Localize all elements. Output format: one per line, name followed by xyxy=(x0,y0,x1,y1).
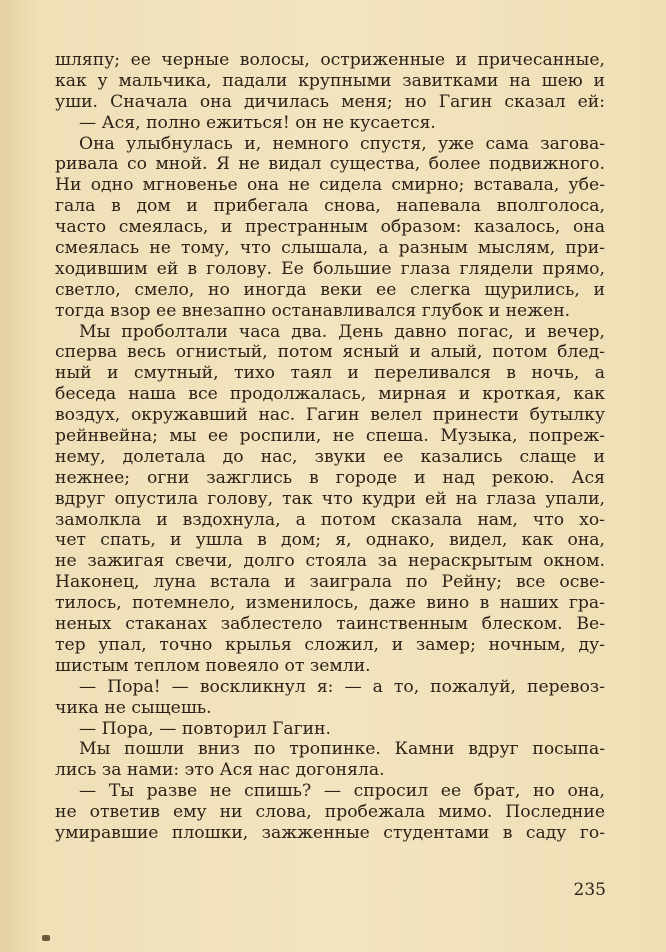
text-line: светло, смело, но иногда веки ее слегка щурились, и xyxy=(55,279,605,300)
text-line: чет спать, и ушла в дом; я, однако, видел, как она, xyxy=(55,530,605,551)
text-line: ривала со мной. Я не видал существа, более подвижного. xyxy=(55,154,605,175)
text-line: неных стаканах заблестело таинственным блеском. Ве- xyxy=(55,614,605,635)
text-line: шистым теплом повеяло от земли. xyxy=(55,655,371,676)
text-line: — Пора, — повторил Гагин. xyxy=(79,718,331,739)
text-line: гала в дом и прибегала снова, напевала вполголоса, xyxy=(55,196,605,217)
text-line: как у мальчика, падали крупными завитками на шею и xyxy=(55,70,605,91)
text-line: сперва весь огнистый, потом ясный и алый, потом блед- xyxy=(55,342,605,363)
text-line: вдруг опустила голову, так что кудри ей на глаза упали, xyxy=(55,488,605,509)
text-line: — Пора! — воскликнул я: — а то, пожалуй, перевоз- xyxy=(79,676,605,697)
text-line: уши. Сначала она дичилась меня; но Гагин сказал ей: xyxy=(55,91,605,112)
text-line: Мы пошли вниз по тропинке. Камни вдруг посыпа- xyxy=(79,739,605,760)
text-line: рейнвейна; мы ее роспили, не спеша. Музыка, попреж- xyxy=(55,426,605,447)
text-line: смеялась не тому, что слышала, а разным мыслям, при- xyxy=(55,238,605,259)
text-line: ный и смутный, тихо таял и переливался в ночь, а xyxy=(55,363,605,384)
text-line: — Ты разве не спишь? — спросил ее брат, но она, xyxy=(79,781,605,802)
text-line: нему, долетала до нас, звуки ее казались слаще и xyxy=(55,446,605,467)
text-line: Наконец, луна встала и заиграла по Рейну; все осве- xyxy=(55,572,605,593)
text-line: тер упал, точно крылья сложил, и замер; ночным, ду- xyxy=(55,634,605,655)
text-line: беседа наша все продолжалась, мирная и кроткая, как xyxy=(55,384,605,405)
text-line: шляпу; ее черные волосы, остриженные и причесанные, xyxy=(55,50,605,70)
text-line: Мы проболтали часа два. День давно погас, и вечер, xyxy=(79,321,605,342)
text-line: умиравшие плошки, зажженные студентами в саду го- xyxy=(55,822,605,843)
text-line: ходившим ей в голову. Ее большие глаза глядели прямо, xyxy=(55,258,605,279)
text-line: воздух, окружавший нас. Гагин велел принести бутылку xyxy=(55,405,605,426)
text-line: чика не сыщешь. xyxy=(55,697,212,718)
page-body-text xyxy=(55,50,605,844)
text-line: не ответив ему ни слова, пробежала мимо. Последние xyxy=(55,802,605,823)
text-line: замолкла и вздохнула, а потом сказала нам, что хо- xyxy=(55,509,605,530)
page-number: 235 xyxy=(573,880,606,900)
text-line: нежнее; огни зажглись в городе и над рекою. Ася xyxy=(55,467,605,488)
text-line: Ни одно мгновенье она не сидела смирно; вставала, убе- xyxy=(55,175,605,196)
text-line: — Ася, полно ежиться! он не кусается. xyxy=(79,112,436,133)
text-line: тилось, потемнело, изменилось, даже вино в наших гра- xyxy=(55,593,605,614)
text-line: не зажигая свечи, долго стояла за нераскрытым окном. xyxy=(55,551,605,572)
text-line: лись за нами: это Ася нас догоняла. xyxy=(55,760,385,781)
text-line: часто смеялась, и престранным образом: казалось, она xyxy=(55,217,605,238)
text-line: тогда взор ее внезапно останавливался глубок и нежен. xyxy=(55,300,571,321)
text-line: Она улыбнулась и, немного спустя, уже сама загова- xyxy=(79,133,605,154)
scan-mark xyxy=(42,935,50,941)
